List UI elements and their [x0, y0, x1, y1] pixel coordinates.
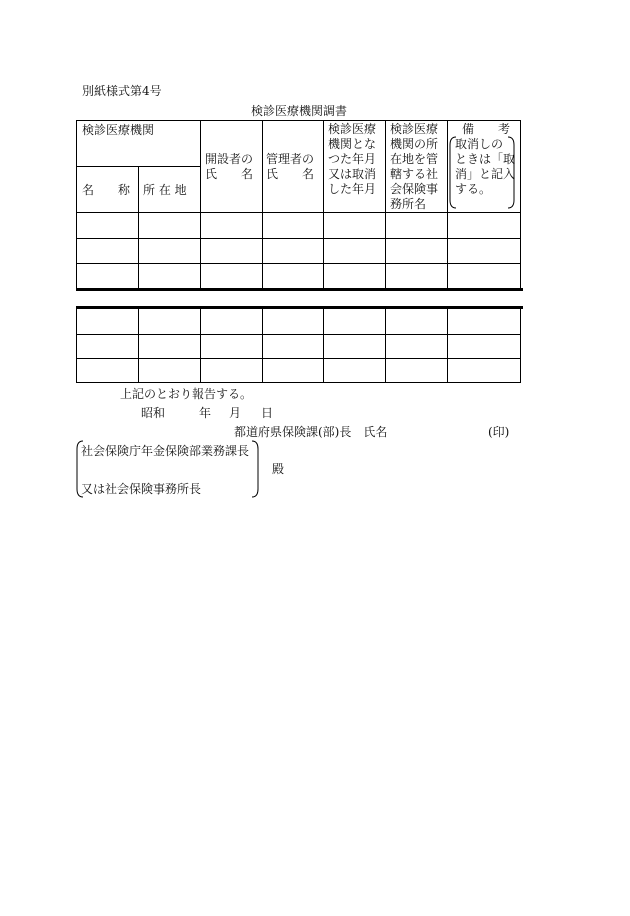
addressee-honorific: 殿 — [272, 462, 285, 476]
header-date-line5: した年月 — [328, 182, 377, 196]
header-manager-line1: 管理者の — [266, 152, 315, 166]
header-founder-line2: 氏 名 — [205, 167, 254, 181]
seal-mark: (印) — [488, 425, 510, 439]
header-remarks-note-line3: 消」と記入 — [455, 167, 516, 181]
header-office-line3: 在地を管 — [390, 152, 439, 166]
signer-title: 都道府県保険課(部)長 氏名 — [234, 425, 388, 439]
header-office-line4: 轄する社 — [390, 167, 439, 181]
header-institution: 検診医療機関 — [82, 123, 155, 137]
header-remarks-note-line1: 取消しの — [455, 137, 504, 151]
header-remarks-note-line4: する。 — [455, 182, 492, 196]
header-date-line4: 又は取消 — [328, 167, 377, 181]
date-year: 年 — [199, 406, 212, 420]
date-era: 昭和 — [141, 406, 166, 420]
header-office-line2: 機関の所 — [390, 137, 439, 151]
report-statement: 上記のとおり報告する。 — [120, 387, 253, 401]
header-manager-line2: 氏 名 — [266, 167, 315, 181]
header-office-line1: 検診医療 — [390, 122, 439, 136]
header-date-line2: 機関とな — [328, 137, 377, 151]
addressee-line1: 社会保険庁年金保険部業務課長 — [81, 444, 250, 458]
addressee-right-bracket — [252, 441, 258, 497]
header-remarks-title: 備 考 — [462, 122, 511, 136]
header-address: 所 在 地 — [143, 183, 187, 197]
addressee-line2: 又は社会保険事務所長 — [81, 482, 202, 496]
remarks-left-bracket — [450, 137, 456, 208]
header-office-line6: 務所名 — [390, 197, 427, 211]
header-date-line1: 検診医療 — [328, 122, 377, 136]
remarks-right-bracket — [508, 137, 514, 208]
header-name: 名 称 — [82, 183, 131, 197]
header-founder-line1: 開設者の — [205, 152, 254, 166]
header-remarks-note-line2: ときは「取 — [455, 152, 516, 166]
date-month: 月 — [229, 406, 242, 420]
document-title: 検診医療機関調書 — [251, 104, 348, 118]
header-office-line5: 会保険事 — [390, 182, 439, 196]
form-number: 別紙様式第4号 — [82, 84, 162, 98]
date-day: 日 — [261, 406, 274, 420]
header-date-line3: つた年月 — [328, 152, 377, 166]
